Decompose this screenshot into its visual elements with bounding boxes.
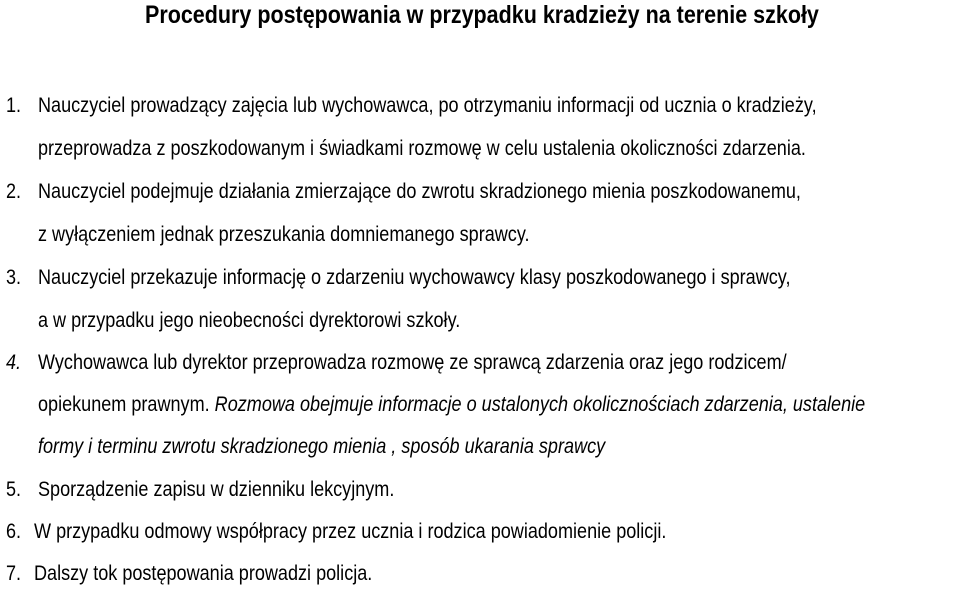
- item-text-italic: Rozmowa obejmuje informacje o ustalonych okolicznościach zdarzenia, ustalenie: [214, 393, 866, 416]
- item-text: Nauczyciel przekazuje informację o zdarzeniu wychowawcy klasy poszkodowanego i sprawcy,: [38, 266, 791, 289]
- item-text-italic: formy i terminu zwrotu skradzionego mienia , sposób ukarania sprawcy: [38, 435, 606, 458]
- item-text-mixed: [38, 392, 865, 418]
- page-title: Procedury postępowania w przypadku kradzieży na terenie szkoły: [145, 1, 819, 29]
- item-number: 3.: [6, 266, 22, 289]
- item-text: Wychowawca lub dyrektor przeprowadza rozmowę ze sprawcą zdarzenia oraz jego rodzicem/: [38, 351, 787, 374]
- item-text: W przypadku odmowy współpracy przez ucznia i rodzica powiadomienie policji.: [34, 520, 667, 543]
- item-text: Nauczyciel podejmuje działania zmierzające do zwrotu skradzionego mienia poszkodowanemu,: [38, 180, 801, 203]
- item-text: opiekunem prawnym.: [38, 393, 210, 416]
- item-text: a w przypadku jego nieobecności dyrektorowi szkoły.: [38, 309, 461, 332]
- item-number: 4.: [6, 351, 22, 374]
- item-text: Dalszy tok postępowania prowadzi policja.: [34, 562, 373, 585]
- item-text: przeprowadza z poszkodowanym i świadkami rozmowę w celu ustalenia okoliczności zdarzenia.: [38, 137, 806, 160]
- item-number: 2.: [6, 180, 22, 203]
- item-number: 6.: [6, 520, 22, 543]
- item-text: z wyłączeniem jednak przeszukania domniemanego sprawcy.: [38, 223, 530, 246]
- item-number: 7.: [6, 562, 22, 585]
- item-number: 1.: [6, 94, 22, 117]
- item-text: Nauczyciel prowadzący zajęcia lub wychowawca, po otrzymaniu informacji od ucznia o kradzieży,: [38, 94, 817, 117]
- item-number: 5.: [6, 478, 22, 501]
- item-text: Sporządzenie zapisu w dzienniku lekcyjnym.: [38, 478, 395, 501]
